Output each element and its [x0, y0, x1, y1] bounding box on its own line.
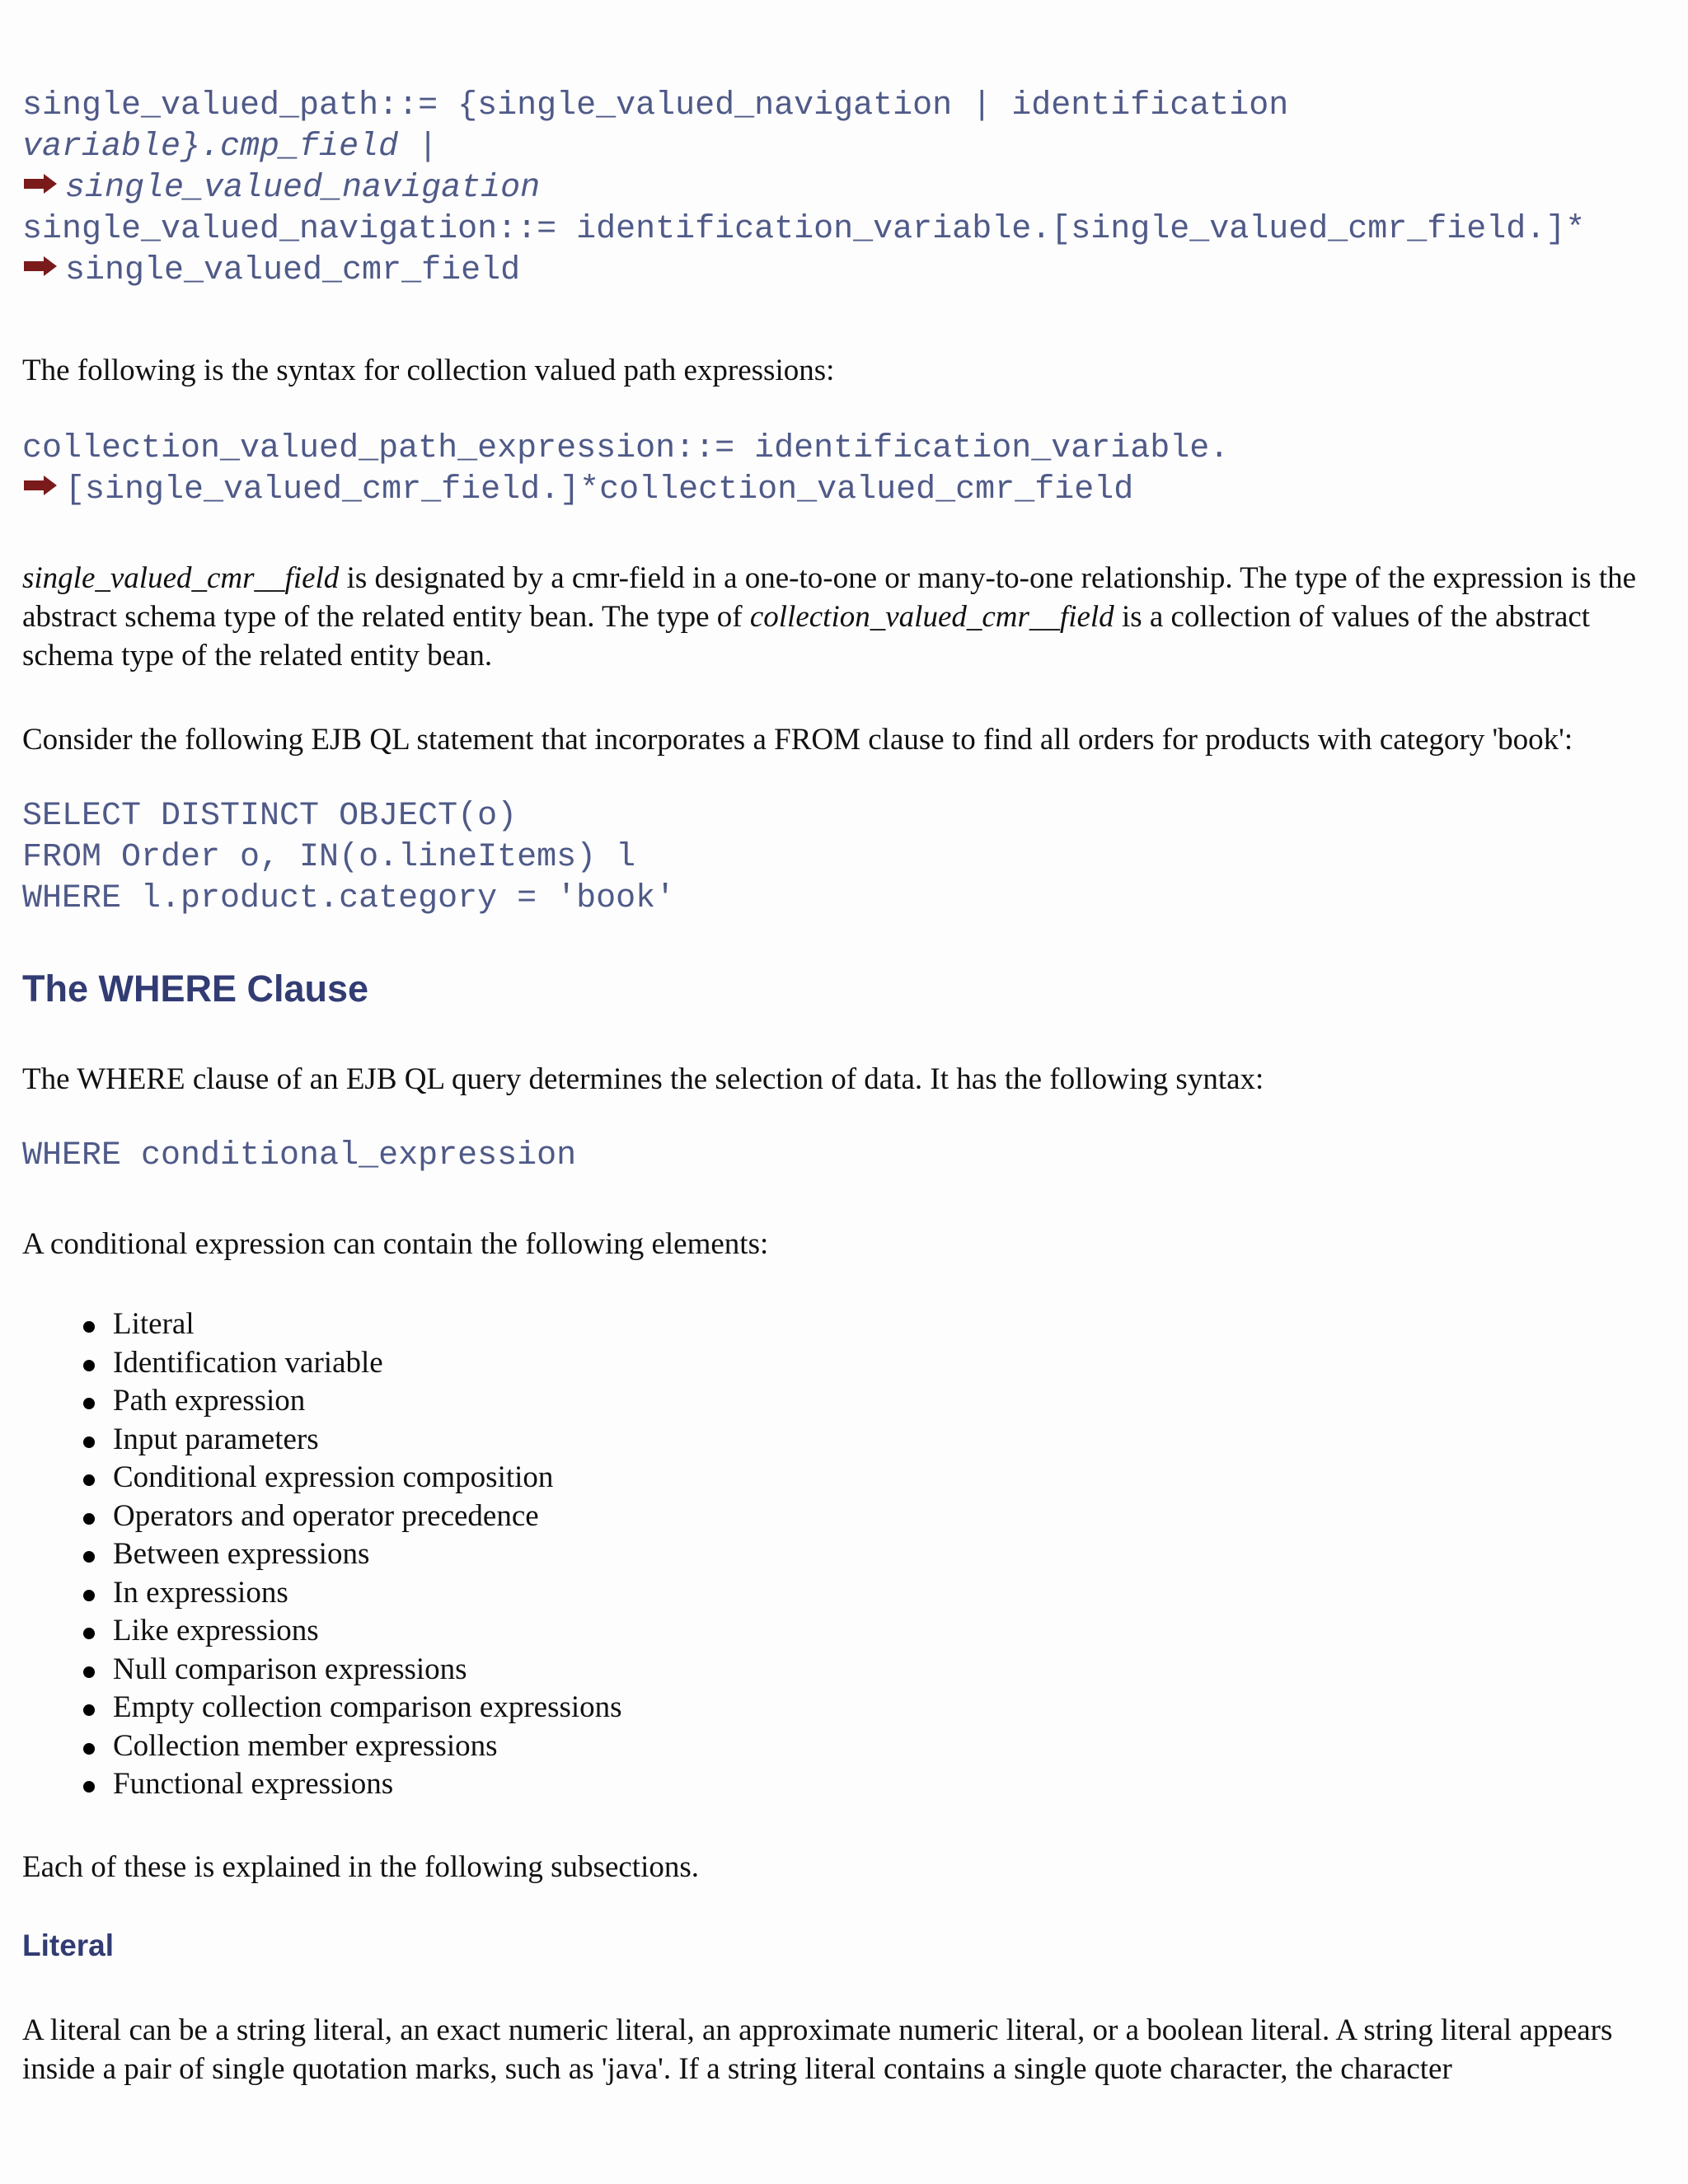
- list-item: Identification variable: [80, 1344, 622, 1383]
- continuation-arrow-icon: [22, 173, 65, 198]
- code-line: SELECT DISTINCT OBJECT(o): [22, 798, 518, 835]
- code-line: single_valued_cmr_field: [22, 251, 1585, 292]
- code-block-single-valued-path: [22, 86, 1585, 292]
- list-item: Input parameters: [80, 1421, 622, 1460]
- paragraph-where-syntax: The WHERE clause of an EJB QL query determines the selection of data. It has the following syntax:: [22, 1062, 1264, 1096]
- code-block-collection-path: [22, 429, 1229, 511]
- code-line: single_valued_navigation: [22, 168, 1585, 209]
- paragraph-consider: Consider the following EJB QL statement that incorporates a FROM clause to find all orders for products with category 'book':: [22, 723, 1573, 757]
- list-item: Collection member expressions: [80, 1727, 622, 1766]
- list-item: Path expression: [80, 1382, 622, 1421]
- list-item: Conditional expression composition: [80, 1459, 622, 1497]
- code-line: variable}.cmp_field |: [22, 129, 438, 166]
- code-line: [single_valued_cmr_field.]*collection_valued_cmr_field: [22, 470, 1229, 511]
- heading-literal: Literal: [22, 1929, 115, 1962]
- code-block-select-example: [22, 796, 675, 920]
- term-collection-valued-cmr-field: collection_valued_cmr__field: [749, 600, 1114, 634]
- list-item: Null comparison expressions: [80, 1651, 622, 1690]
- paragraph-cmr-field: single_valued_cmr__field is designated by a cmr-field in a one-to-one or many-to-one relationship. The type of the expression is the abstract schema type of the related entity bean. The type of collection_valued_cmr__field is a collection of values of the abstract schema type of the related entity bean.: [22, 561, 1637, 673]
- code-line: WHERE conditional_expression: [22, 1137, 577, 1174]
- paragraph-subsections: Each of these is explained in the following subsections.: [22, 1850, 700, 1884]
- continuation-arrow-icon: [22, 255, 65, 280]
- code-line: FROM Order o, IN(o.lineItems) l: [22, 839, 636, 876]
- code-block-where-syntax: [22, 1136, 576, 1177]
- list-item: Literal: [80, 1305, 622, 1344]
- list-item: Empty collection comparison expressions: [80, 1689, 622, 1727]
- term-single-valued-cmr-field: single_valued_cmr__field: [22, 561, 340, 595]
- paragraph-elements-intro: A conditional expression can contain the following elements:: [22, 1227, 769, 1261]
- continuation-arrow-icon: [22, 475, 65, 499]
- code-line: collection_valued_path_expression::= identification_variable.: [22, 430, 1230, 467]
- list-item: In expressions: [80, 1574, 622, 1613]
- code-line: single_valued_path::= {single_valued_navigation | identification: [22, 87, 1289, 124]
- heading-where-clause: The WHERE Clause: [22, 968, 369, 1010]
- code-line: single_valued_navigation::= identification_variable.[single_valued_cmr_field.]*: [22, 211, 1586, 248]
- paragraph-collection-intro: The following is the syntax for collection valued path expressions:: [22, 354, 835, 387]
- code-line: WHERE l.product.category = 'book': [22, 880, 676, 917]
- list-item: Like expressions: [80, 1612, 622, 1651]
- conditional-elements-list: [22, 1305, 622, 1804]
- paragraph-literal: A literal can be a string literal, an exact numeric literal, an approximate numeric literal, or a boolean literal. A string literal appears inside a pair of single quotation marks, such as 'java'. If a string literal contains a single quote character, the character: [22, 2013, 1613, 2086]
- list-item: Operators and operator precedence: [80, 1497, 622, 1536]
- list-item: Between expressions: [80, 1535, 622, 1574]
- list-item: Functional expressions: [80, 1765, 622, 1804]
